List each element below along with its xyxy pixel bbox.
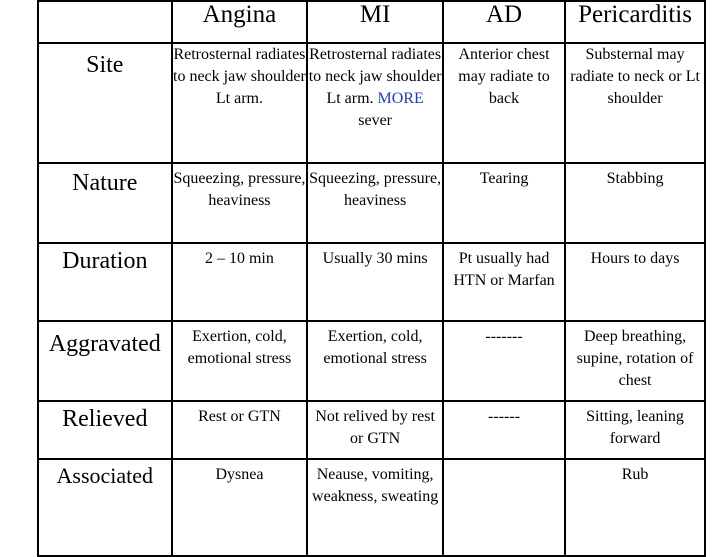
cell-relieved-ad: ------: [443, 401, 565, 459]
cell-duration-mi: Usually 30 mins: [307, 243, 443, 321]
table-row-aggravated: [38, 321, 705, 401]
row-label-relieved: Relieved: [38, 401, 172, 459]
table-row-relieved: [38, 401, 705, 459]
cell-relieved-pericarditis: Sitting, leaning forward: [565, 401, 705, 459]
table-row-nature: [38, 163, 705, 243]
cell-site-mi-tail: sever: [358, 112, 392, 129]
header-ad: AD: [443, 1, 565, 43]
header-mi: MI: [307, 1, 443, 43]
cell-nature-mi: Squeezing, pressure, heaviness: [307, 163, 443, 243]
cell-site-mi-emphasis: MORE: [377, 90, 424, 107]
cell-nature-ad: Tearing: [443, 163, 565, 243]
cell-site-mi-text: Retrosternal radiates to neck jaw shoulder Lt arm.: [308, 46, 442, 107]
table-row-associated: [38, 459, 705, 556]
table-row-duration: [38, 243, 705, 321]
cell-aggravated-angina: Exertion, cold, emotional stress: [172, 321, 308, 401]
table-row-site: [38, 43, 705, 163]
cell-nature-pericarditis: Stabbing: [565, 163, 705, 243]
comparison-table: [37, 0, 706, 557]
cell-relieved-angina: Rest or GTN: [172, 401, 308, 459]
cell-duration-ad: Pt usually had HTN or Marfan: [443, 243, 565, 321]
cell-duration-angina: 2 – 10 min: [172, 243, 308, 321]
cell-nature-angina: Squeezing, pressure, heaviness: [172, 163, 308, 243]
header-pericarditis: Pericarditis: [565, 1, 705, 43]
header-angina: Angina: [172, 1, 308, 43]
row-label-site: Site: [38, 43, 172, 163]
cell-site-pericarditis: Substernal may radiate to neck or Lt shoulder: [565, 43, 705, 163]
cell-aggravated-mi: Exertion, cold, emotional stress: [307, 321, 443, 401]
header-row: [38, 1, 705, 43]
cell-relieved-mi: Not relived by rest or GTN: [307, 401, 443, 459]
row-label-associated: Associated: [38, 459, 172, 556]
cell-site-ad: Anterior chest may radiate to back: [443, 43, 565, 163]
cell-associated-angina: Dysnea: [172, 459, 308, 556]
cell-aggravated-pericarditis: Deep breathing, supine, rotation of chest: [565, 321, 705, 401]
cell-site-angina: Retrosternal radiates to neck jaw shoulder Lt arm.: [172, 43, 308, 163]
row-label-aggravated: Aggravated: [38, 321, 172, 401]
cell-aggravated-ad: -------: [443, 321, 565, 401]
cell-associated-mi: Neause, vomiting, weakness, sweating: [307, 459, 443, 556]
row-label-nature: Nature: [38, 163, 172, 243]
header-corner: [38, 1, 172, 43]
row-label-duration: Duration: [38, 243, 172, 321]
cell-duration-pericarditis: Hours to days: [565, 243, 705, 321]
cell-associated-ad: [443, 459, 565, 556]
cell-site-mi: [307, 43, 443, 163]
cell-associated-pericarditis: Rub: [565, 459, 705, 556]
